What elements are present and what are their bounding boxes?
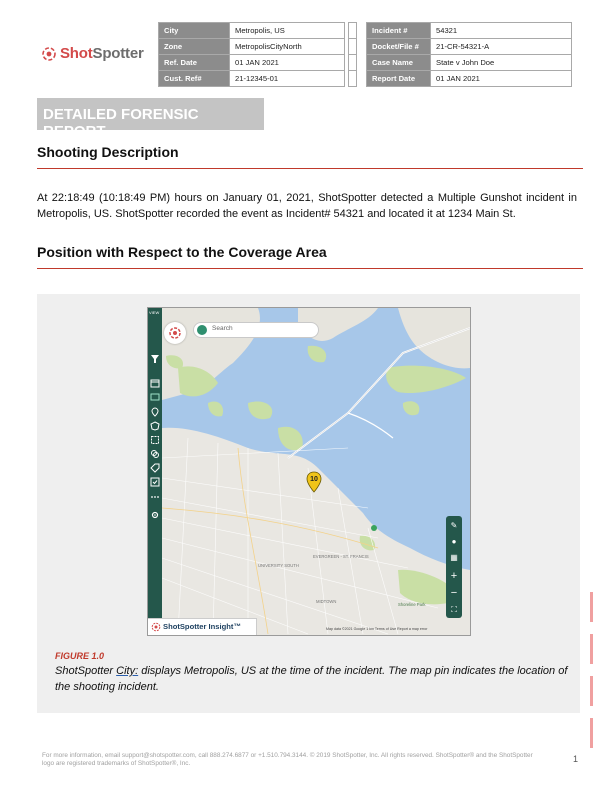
map-place-label: Shoreline Park [398, 602, 426, 607]
section-divider [37, 168, 583, 169]
card-icon[interactable] [150, 392, 160, 402]
case-info-table-right [366, 22, 572, 87]
more-icon[interactable] [150, 492, 160, 502]
coverage-map[interactable] [147, 307, 471, 636]
header-value: MetropolisCityNorth [230, 39, 345, 55]
header-value: 01 JAN 2021 [230, 55, 345, 71]
header-value: State v John Doe [431, 55, 572, 71]
header-value: 01 JAN 2021 [431, 71, 572, 87]
section-divider [37, 268, 583, 269]
header-key: Cust. Ref# [159, 71, 230, 87]
search-placeholder: Search [212, 325, 233, 332]
shield-icon[interactable] [150, 421, 160, 431]
incident-description: At 22:18:49 (10:18:49 PM) hours on January 01, 2021, ShotSpotter detected a Multiple Gunshot incident in Metropolis, US. ShotSpotter recorded the event as Incident# 54321 and located it at 1234 Main St. [37, 192, 577, 220]
header-key: Report Date [367, 71, 431, 87]
header-value: 21-12345-01 [230, 71, 345, 87]
header-key: Ref. Date [159, 55, 230, 71]
figure-caption: ShotSpotter City: displays Metropolis, US at the time of the incident. The map pin indicates the location of the shooting incident. [55, 665, 568, 693]
report-title-banner [37, 98, 264, 140]
app-logo-button[interactable] [164, 322, 186, 344]
view-label: VIEW [149, 310, 160, 315]
filter-icon[interactable] [150, 354, 160, 364]
map-place-label: UNIVERSITY SOUTH [258, 563, 299, 568]
map-place-label: MIDTOWN [316, 599, 337, 604]
incident-map-pin[interactable] [305, 471, 323, 493]
page-footer: For more information, email support@shotspotter.com, call 888.274.6877 or +1.510.794.3144. © 2019 ShotSpotter, Inc. All rights reserved. ShotSpotter® and the ShotSpotter logo are registered trademarks of ShotSpotter®, Inc. [42, 752, 533, 767]
zoom-out-button[interactable]: − [450, 587, 458, 599]
page-number: 1 [573, 754, 579, 764]
section-heading-coverage-area: Position with Respect to the Coverage Area [37, 244, 327, 260]
margin-marker [590, 592, 593, 622]
zoom-in-button[interactable]: + [450, 570, 458, 582]
margin-marker [590, 718, 593, 748]
map-search-input[interactable] [193, 322, 319, 338]
draw-icon[interactable]: ✎ [450, 521, 458, 530]
target-logo-icon [42, 47, 56, 61]
section-heading-shooting-description: Shooting Description [37, 144, 179, 160]
map-zoom-controls [446, 516, 462, 618]
checklist-icon[interactable] [150, 477, 160, 487]
select-area-icon[interactable] [150, 435, 160, 445]
map-attribution: Map data ©2021 Google 1 km Terms of Use Report a map error [326, 627, 428, 631]
header-key: City [159, 23, 230, 39]
shotspotter-logo [42, 45, 144, 62]
map-side-toolbar [148, 308, 162, 635]
calendar-icon[interactable] [150, 378, 160, 388]
case-info-table-left [158, 22, 345, 87]
grid-layers-icon[interactable]: ▦ [450, 553, 458, 562]
caption-link[interactable]: City: [116, 665, 139, 677]
shotspotter-insight-badge [148, 618, 257, 635]
logo-wordmark: ShotSpotter [60, 45, 144, 62]
bulb-icon[interactable]: ● [451, 537, 457, 546]
margin-marker [590, 676, 593, 706]
header-key: Case Name [367, 55, 431, 71]
location-pin-icon[interactable] [150, 407, 160, 417]
target-logo-icon [151, 622, 161, 632]
header-value: 54321 [431, 23, 572, 39]
header-value: 21-CR-54321-A [431, 39, 572, 55]
header-key: Incident # [367, 23, 431, 39]
search-icon [197, 325, 207, 335]
map-place-label: EVERGREEN - ST. FRANCIS [313, 554, 369, 559]
header-key: Docket/File # [367, 39, 431, 55]
layers-icon[interactable] [150, 449, 160, 459]
header-key: Zone [159, 39, 230, 55]
fullscreen-icon[interactable]: ⛶ [451, 605, 457, 614]
settings-icon[interactable] [150, 510, 160, 520]
insight-label: ShotSpotter Insight™ [163, 622, 242, 631]
report-title: DETAILED FORENSIC REPORT [43, 106, 199, 140]
target-logo-icon [164, 322, 186, 344]
header-value: Metropolis, US [230, 23, 345, 39]
margin-marker [590, 634, 593, 664]
tag-icon[interactable] [150, 463, 160, 473]
incident-pin-count: 10 [310, 476, 318, 483]
header-spacer-column [348, 22, 357, 87]
figure-label: FIGURE 1.0 [55, 651, 105, 661]
